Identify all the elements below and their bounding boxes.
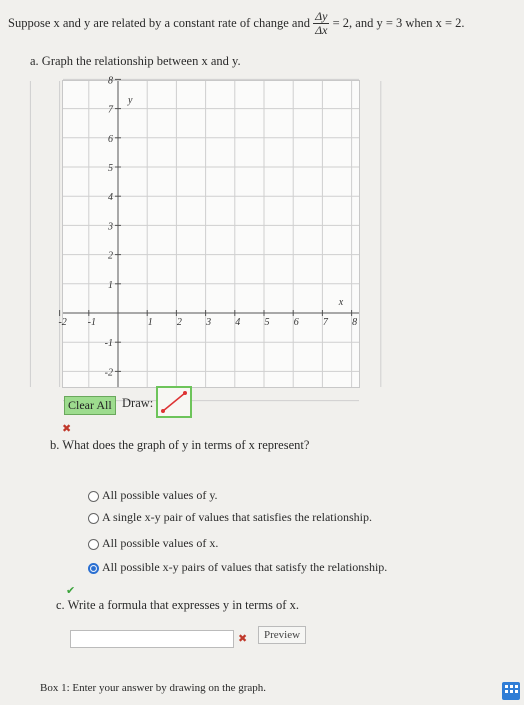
- fraction-denominator: Δx: [315, 23, 328, 37]
- y-tick-label: 3: [108, 221, 113, 233]
- clear-all-button[interactable]: Clear All: [64, 396, 116, 415]
- y-tick-label: -2: [104, 367, 113, 379]
- x-tick-label: 1: [147, 317, 153, 328]
- y-tick-label: 2: [108, 250, 113, 262]
- option-label: All possible values of y.: [102, 488, 218, 502]
- x-tick-label: 4: [235, 317, 241, 328]
- preview-button[interactable]: Preview: [258, 626, 306, 644]
- x-mark-icon: ✖: [62, 422, 72, 435]
- option-row-selected[interactable]: [88, 560, 387, 575]
- y-tick-label: 5: [108, 163, 113, 174]
- x-tick-label: 7: [322, 317, 328, 328]
- option-label: All possible values of x.: [102, 536, 219, 550]
- x-tick-label: 5: [264, 317, 270, 328]
- radio-button[interactable]: [88, 491, 99, 502]
- option-row[interactable]: [88, 536, 218, 551]
- grid-icon: [502, 682, 520, 700]
- option-row[interactable]: [88, 510, 372, 525]
- x-mark-icon: ✖: [238, 632, 248, 645]
- y-tick-label: 8: [108, 75, 113, 87]
- line-segment-icon: [158, 388, 190, 416]
- graph-panel[interactable]: [58, 75, 360, 388]
- x-tick-label: 2: [176, 317, 182, 328]
- formula-input[interactable]: [70, 630, 234, 648]
- part-a-label: a. Graph the relationship between x and y.: [30, 54, 241, 68]
- line-tool-button[interactable]: [156, 386, 192, 418]
- y-tick-label: 4: [108, 192, 113, 204]
- radio-button[interactable]: [88, 539, 99, 550]
- y-tick-label: 7: [108, 104, 113, 116]
- question-text: [8, 10, 518, 37]
- x-tick-label: 3: [206, 317, 212, 328]
- rate-fraction: [313, 10, 329, 37]
- coordinate-grid[interactable]: [58, 75, 359, 387]
- x-tick-label: -2: [58, 317, 67, 328]
- fraction-numerator: Δy: [315, 9, 328, 23]
- part-c-label: c. Write a formula that expresses y in terms of x.: [56, 598, 299, 612]
- checkmark-icon: ✔: [66, 584, 76, 597]
- option-row[interactable]: [88, 488, 218, 503]
- option-label: A single x-y pair of values that satisfies the relationship.: [102, 510, 372, 524]
- x-tick-label: 6: [293, 317, 299, 328]
- y-axis-label: y: [128, 95, 133, 106]
- question-intro-suffix: = 2, and y = 3 when x = 2.: [332, 16, 465, 30]
- draw-label: Draw:: [122, 396, 154, 410]
- y-tick-label: 6: [108, 133, 113, 145]
- question-intro-prefix: Suppose x and y are related by a constant rate of change and: [8, 16, 310, 30]
- x-axis-label: x: [338, 297, 344, 308]
- option-label: All possible x-y pairs of values that satisfy the relationship.: [102, 560, 388, 574]
- box-instructions: Box 1: Enter your answer by drawing on the graph.: [40, 682, 267, 694]
- radio-button[interactable]: [88, 513, 99, 524]
- x-tick-label: -1: [87, 317, 96, 328]
- y-tick-label: -1: [104, 338, 113, 350]
- part-b-label: b. What does the graph of y in terms of x represent?: [50, 438, 310, 452]
- apps-icon[interactable]: [502, 682, 520, 700]
- y-tick-label: 1: [108, 279, 113, 291]
- x-tick-label: 8: [352, 317, 358, 328]
- radio-button-selected[interactable]: [88, 563, 99, 574]
